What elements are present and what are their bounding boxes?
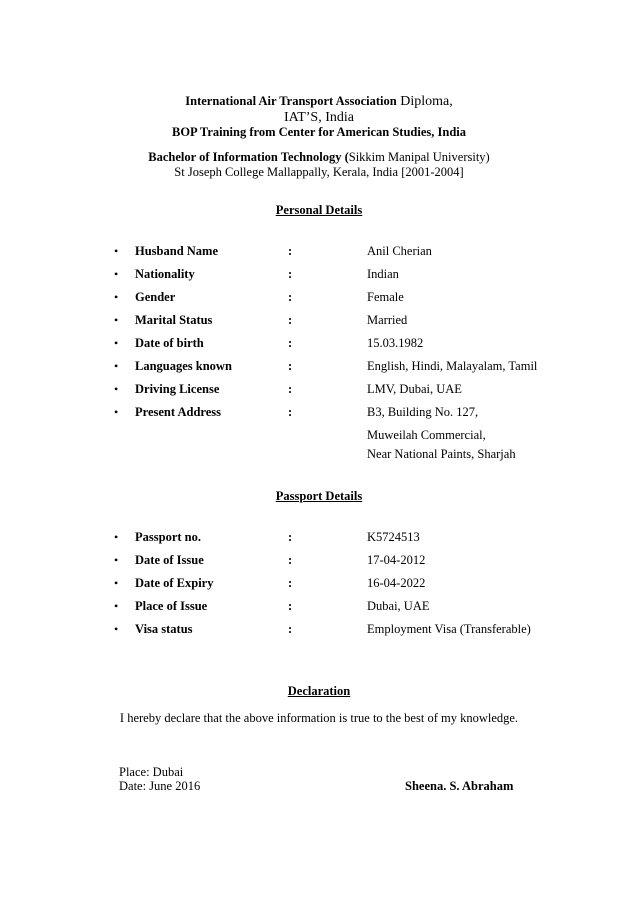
colon-separator: :	[288, 313, 293, 327]
personal-detail-row	[0, 267, 638, 283]
header-line-2: IAT’S, India	[284, 110, 354, 125]
bullet-icon: •	[114, 336, 119, 350]
bullet-icon: •	[114, 359, 119, 373]
personal-detail-value: Anil Cherian	[367, 244, 432, 258]
personal-detail-label: Driving License	[135, 382, 220, 396]
personal-detail-value: LMV, Dubai, UAE	[367, 382, 462, 396]
passport-detail-label: Passport no.	[135, 530, 201, 544]
declaration-heading: Declaration	[287, 684, 351, 698]
colon-separator: :	[288, 290, 293, 304]
personal-detail-value: 15.03.1982	[367, 336, 424, 350]
iata-name: International Air Transport Association	[185, 94, 397, 108]
header-line-3: BOP Training from Center for American Studies, India	[172, 125, 466, 139]
passport-detail-value: Employment Visa (Transferable)	[367, 622, 531, 636]
colon-separator: :	[288, 359, 293, 373]
address-line-2: Muweilah Commercial,	[367, 428, 486, 442]
personal-detail-label: Date of birth	[135, 336, 204, 350]
passport-details-heading: Passport Details	[275, 489, 363, 503]
degree-name: Bachelor of Information Technology (	[148, 150, 349, 164]
colon-separator: :	[288, 267, 293, 281]
colon-separator: :	[288, 599, 293, 613]
colon-separator: :	[288, 553, 293, 567]
colon-separator: :	[288, 530, 293, 544]
personal-detail-label: Languages known	[135, 359, 232, 373]
passport-detail-row	[0, 622, 638, 638]
passport-detail-row	[0, 599, 638, 615]
passport-detail-value: 16-04-2022	[367, 576, 426, 590]
passport-detail-value: K5724513	[367, 530, 420, 544]
personal-detail-row	[0, 313, 638, 329]
bullet-icon: •	[114, 553, 119, 567]
colon-separator: :	[288, 336, 293, 350]
iata-diploma: Diploma,	[396, 94, 453, 109]
personal-detail-row	[0, 290, 638, 306]
personal-detail-row	[0, 244, 638, 260]
bullet-icon: •	[114, 382, 119, 396]
personal-detail-row	[0, 359, 638, 375]
bullet-icon: •	[114, 599, 119, 613]
bullet-icon: •	[114, 244, 119, 258]
personal-detail-row	[0, 336, 638, 352]
personal-detail-label: Marital Status	[135, 313, 213, 327]
personal-details-heading: Personal Details	[275, 203, 363, 217]
passport-detail-label: Visa status	[135, 622, 193, 636]
place-text: Place: Dubai	[119, 765, 184, 779]
personal-detail-value: Married	[367, 313, 408, 327]
date-text: Date: June 2016	[119, 779, 201, 793]
colon-separator: :	[288, 622, 293, 636]
address-line-3: Near National Paints, Sharjah	[367, 447, 516, 461]
personal-detail-value: Female	[367, 290, 404, 304]
declaration-text: I hereby declare that the above information is true to the best of my knowledge.	[119, 711, 519, 725]
personal-detail-value: English, Hindi, Malayalam, Tamil	[367, 359, 538, 373]
personal-detail-label: Present Address	[135, 405, 221, 419]
passport-detail-label: Date of Expiry	[135, 576, 214, 590]
colon-separator: :	[288, 382, 293, 396]
passport-detail-row	[0, 576, 638, 592]
colon-separator: :	[288, 576, 293, 590]
personal-detail-value: B3, Building No. 127,	[367, 405, 479, 419]
bullet-icon: •	[114, 267, 119, 281]
bullet-icon: •	[114, 576, 119, 590]
passport-detail-row	[0, 553, 638, 569]
personal-detail-value: Indian	[367, 267, 399, 281]
header-line-1	[0, 94, 638, 109]
personal-detail-label: Husband Name	[135, 244, 219, 258]
personal-detail-row	[0, 382, 638, 398]
colon-separator: :	[288, 244, 293, 258]
bullet-icon: •	[114, 622, 119, 636]
colon-separator: :	[288, 405, 293, 419]
bullet-icon: •	[114, 405, 119, 419]
university-name: Sikkim Manipal University)	[348, 150, 490, 164]
personal-detail-label: Nationality	[135, 267, 195, 281]
personal-detail-label: Gender	[135, 290, 176, 304]
passport-detail-row	[0, 530, 638, 546]
bullet-icon: •	[114, 313, 119, 327]
signature-name: Sheena. S. Abraham	[405, 779, 514, 793]
personal-detail-row	[0, 405, 638, 421]
bullet-icon: •	[114, 290, 119, 304]
header-line-4	[0, 150, 638, 165]
bullet-icon: •	[114, 530, 119, 544]
passport-detail-value: Dubai, UAE	[367, 599, 430, 613]
passport-detail-value: 17-04-2012	[367, 553, 426, 567]
header-line-5: St Joseph College Mallappally, Kerala, India [2001-2004]	[174, 165, 464, 179]
passport-detail-label: Date of Issue	[135, 553, 204, 567]
passport-detail-label: Place of Issue	[135, 599, 208, 613]
